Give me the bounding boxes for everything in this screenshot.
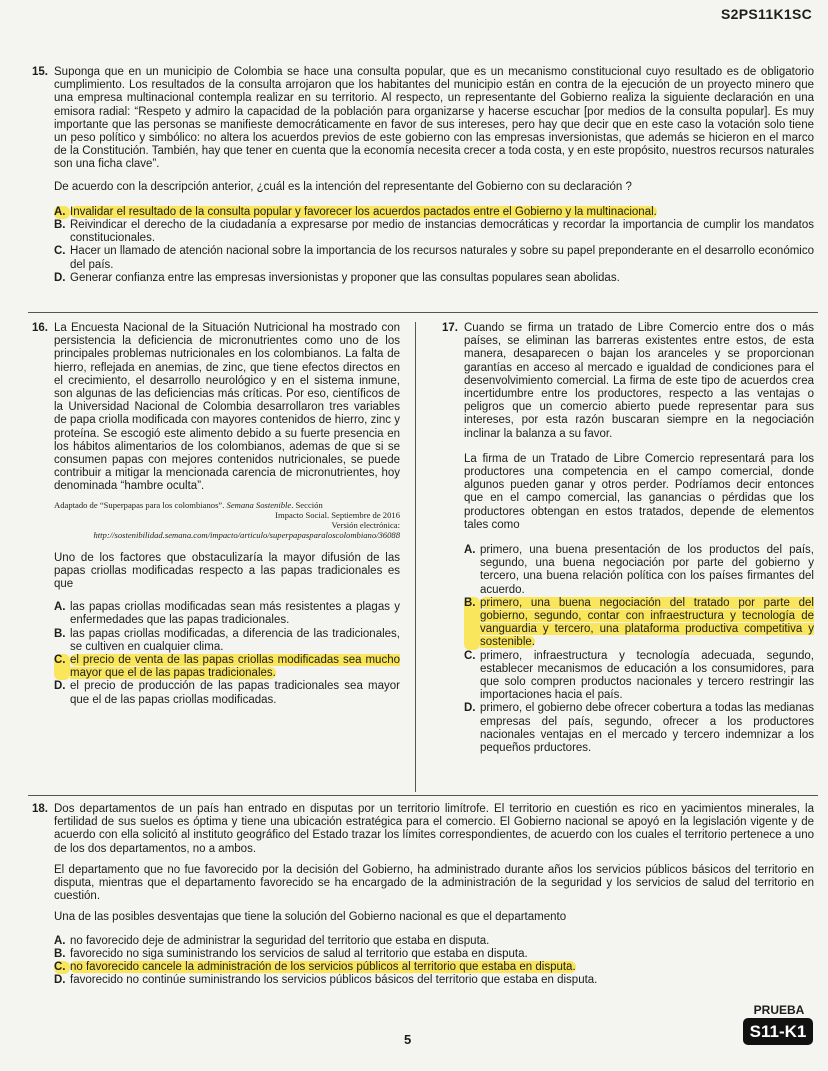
question-number: 15. [32, 66, 48, 78]
option-letter: C. [54, 245, 66, 258]
source-magazine: Semana Sostenible [226, 499, 292, 510]
option-letter: B. [54, 219, 66, 232]
option-text: las papas criollas modificadas, a diferencia de las tradicionales, se cultiven en cualquier clima. [70, 627, 400, 653]
source-url[interactable]: http://sostenibilidad.semana.com/impacto/articulo/superpapasparaloscolombiano/36088 [93, 529, 400, 540]
option-letter: D. [464, 702, 476, 715]
option-letter: D. [54, 680, 66, 693]
question-stem-continued: El departamento que no fue favorecido por la decisión del Gobierno, ha administrado durante años los servicios públicos básicos del territorio en disputa, mientras que el departamento favorecido se ha encargado de la administración de la seguridad y los servicios de salud del territorio en cuestión. [54, 863, 814, 903]
page-number: 5 [404, 1032, 412, 1047]
option-c[interactable] [54, 961, 814, 974]
question-stem: Cuando se firma un tratado de Libre Comercio entre dos o más países, se eliminan las barreras existentes entre estos, de esta manera, desaparecen o bajan los aranceles y se proporcionan garantías en acceso al mercado e igualdad de condiciones para el desenvolvimiento comercial. La firma de este tipo de acuerdos crea incertidumbre entre los productores, respecto a las ventajas o peligros que un comercio abierto puede representar para sus intereses, por esta razón buscaran siempre en la negociación inclinar la balanza a su favor. [464, 322, 814, 440]
section-divider [28, 312, 818, 313]
option-text: primero, una buena presentación de los productos del país, segundo, una buena negociación por parte del gobierno y tercero, una buena relación política con los países firmantes del acuerdo. [480, 544, 814, 596]
source-citation [54, 500, 400, 540]
option-letter: A. [464, 544, 476, 557]
test-badge: S11-K1 [743, 1018, 813, 1045]
option-letter: B. [464, 597, 480, 650]
option-text: favorecido no continúe suministrando los servicios públicos básicos del territorio que estaba en disputa. [70, 974, 598, 987]
option-letter: B. [54, 947, 66, 960]
option-text: Invalidar el resultado de la consulta popular y favorecer los acuerdos pactados entre el Gobierno y la multinacional. [70, 205, 657, 218]
exam-code: S2PS11K1SC [721, 6, 812, 22]
option-text: primero, una buena negociación del tratado por parte del gobierno, segundo, contar con infraestructura y tecnología de vanguardia y tercero, una plataforma productiva competitiva y sostenible. [480, 596, 814, 649]
source-date: Impacto Social. Septiembre de 2016 [275, 509, 400, 520]
option-text: Hacer un llamado de atención nacional sobre la importancia de los recursos naturales y sobre su papel preponderante en el desarrollo económico del país. [70, 245, 814, 271]
option-c[interactable] [54, 654, 400, 680]
option-letter: D. [54, 271, 66, 284]
option-text: primero, el gobierno debe ofrecer cobertura a todas las medianas empresas del país, segundo, ofrecer a los productores nacionales ventajas en el mercado y tercero indemnizar a los pequeños prductores. [480, 702, 814, 755]
option-d[interactable] [54, 272, 814, 285]
option-text: favorecido no siga suministrando los servicios de salud al territorio que estaba en disputa. [70, 947, 528, 960]
source-lead: Adaptado de “Superpapas para los colombianos”. [54, 499, 225, 510]
option-letter: C. [54, 654, 70, 680]
question-stem: Suponga que en un municipio de Colombia se hace una consulta popular, que es un mecanismo constitucional cuyo resultado es de obligatorio cumplimiento. Los resultados de la consulta arrojaron que los habitantes del municipio están en contra de la ejecución de un proyecto minero que una empresa multinacional contempla realizar en su territorio. Al respecto, un representante del Gobierno realiza la siguiente declaración en una emisora radial: “Respeto y admiro la capacidad de la población para organizarse y hacerse escuchar [por medios de la consulta popular]. Es muy importante que las personas se manifieste democráticamente en favor de sus intereses, pero hay que decir que en este caso la votación solo tiene un peso político y simbólico: no altera los acuerdos previos de este gobierno con las empresas inversionistas, que además se hicieron en el marco de la Constitución. También, hay que tener en cuenta que la economía necesita crecer a toda costa, y en este propósito, nuestros recursos naturales son una ficha clave”. [54, 66, 814, 171]
option-a[interactable] [54, 206, 814, 219]
option-d[interactable] [54, 680, 400, 706]
option-text: el precio de venta de las papas criollas modificadas sea mucho mayor que el de las papas tradicionales. [70, 654, 400, 680]
option-b[interactable] [54, 219, 814, 245]
option-a[interactable] [54, 601, 400, 627]
question-15 [32, 66, 814, 285]
question-stem: La Encuesta Nacional de la Situación Nutricional ha mostrado con persistencia la deficiencia de micronutrientes como uno de los principales problemas nutricionales en los colombianos. La falta de hierro, reflejada en anemias, de zinc, que tiene efectos directos en el crecimiento, el desarrollo neurológico y en el sistema inmune, son algunas de las deficiencias más críticas. Por eso, científicos de la Universidad Nacional de Colombia desarrollaron tres variables de papa criolla modificada con mayores contenidos de hierro, zinc y proteína. Se escogió este alimento debido a su fuerte presencia en los hábitos alimentarios de los colombianos, ademas de que si se consumen papas con mejores contenidos nutricionales, se puede contribuir a mitigar la mencionada carencia de micronutrientes, hoy denominada “hambre oculta”. [54, 322, 400, 493]
option-letter: C. [464, 649, 476, 662]
option-text: Generar confianza entre las empresas inversionistas y proponer que las consultas populares sean abolidas. [70, 271, 620, 284]
question-stem: Dos departamentos de un país han entrado en disputas por un territorio limítrofe. El territorio en cuestión es rico en yacimientos minerales, la fertilidad de sus suelos es óptima y tiene una ubicación estratégica para el comercio. El Gobierno nacional se apoyó en la legislación vigente y de acuerdo con ella solicitó al instituto geográfico del Estado trazar los límites correspondientes, de acuerdo con los cuales el territorio pertenece a uno de los dos departamentos, no a ambos. [54, 803, 814, 855]
option-a[interactable] [464, 544, 814, 597]
prueba-label: PRUEBA [753, 1003, 805, 1017]
option-letter: A. [54, 206, 70, 219]
source-section: . Sección [291, 499, 323, 510]
option-letter: C. [54, 961, 70, 974]
option-b[interactable] [464, 597, 814, 650]
question-17 [442, 322, 814, 755]
question-number: 16. [32, 322, 48, 334]
option-text: las papas criollas modificadas sean más resistentes a plagas y enfermedades que las papas tradicionales. [70, 601, 400, 627]
question-18 [32, 803, 814, 987]
option-b[interactable] [54, 628, 400, 654]
option-text: primero, infraestructura y tecnología adecuada, segundo, establecer mecanismos de educación a los consumidores, para que solo compren productos nacionales y tercero restringir las importaciones hacia el país. [480, 649, 814, 702]
option-text: no favorecido deje de administrar la seguridad del territorio que estaba en disputa. [70, 934, 490, 947]
question-prompt: Una de las posibles desventajas que tiene la solución del Gobierno nacional es que el departamento [54, 911, 567, 924]
option-c[interactable] [464, 650, 814, 703]
question-number: 18. [32, 803, 48, 815]
option-b[interactable] [54, 948, 814, 961]
question-stem-continued: La firma de un Tratado de Libre Comercio representará para los productores una competencia en el campo comercial, donde algunos pueden ganar y otros perder. Podríamos decir entonces que en el campo comercial, las ganancias o pérdidas que los productores obtengan en estos tratados, depende de elementos tales como [464, 452, 814, 531]
option-d[interactable] [464, 702, 814, 755]
option-letter: A. [54, 934, 66, 947]
column-divider [415, 322, 416, 792]
question-prompt: Uno de los factores que obstaculizaría la mayor difusión de las papas criollas modificadas respecto a las papas tradicionales es que [54, 551, 400, 591]
option-letter: A. [54, 601, 66, 614]
option-d[interactable] [54, 974, 814, 987]
option-letter: B. [54, 627, 66, 640]
option-letter: D. [54, 974, 66, 987]
option-text: el precio de producción de las papas tradicionales sea mayor que el de las papas criollas modificadas. [70, 680, 400, 706]
section-divider [28, 795, 818, 796]
question-number: 17. [442, 322, 458, 334]
question-prompt: De acuerdo con la descripción anterior, ¿cuál es la intención del representante del Gobierno con su declaración ? [54, 180, 632, 193]
option-text: Reivindicar el derecho de la ciudadanía a expresarse por medio de instancias democráticas y recordar la importancia de cumplir los mandatos constitucionales. [70, 219, 814, 245]
question-16 [32, 322, 400, 707]
option-c[interactable] [54, 245, 814, 271]
source-version: Versión electrónica: [331, 519, 400, 530]
option-text: no favorecido cancele la administración de los servicios públicos al territorio que estaba en disputa. [70, 961, 576, 974]
option-a[interactable] [54, 935, 814, 948]
